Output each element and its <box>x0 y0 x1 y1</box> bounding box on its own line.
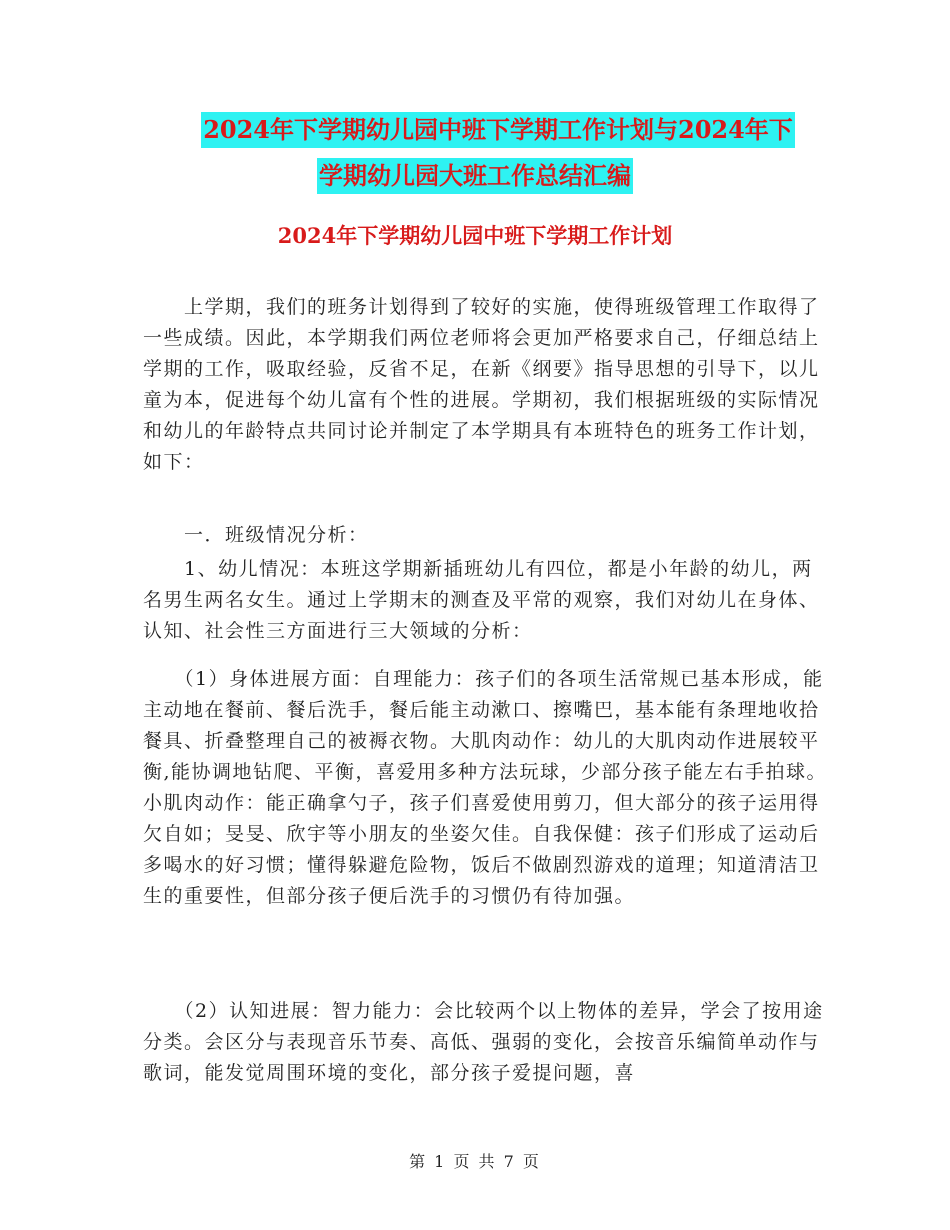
title-line-2: 学期幼儿园大班工作总结汇编 <box>317 158 633 194</box>
page-footer: 第 1 页 共 7 页 <box>409 1152 541 1171</box>
paragraph-physical-development: （1）身体进展方面：自理能力：孩子们的各项生活常规已基本形成，能主动地在餐前、餐后洗手，餐后能主动漱口、擦嘴巴，基本能有条理地收拾餐具、折叠整理自己的被褥衣物。大肌肉动作：幼儿的大肌肉动作进展较平衡,能协调地钻爬、平衡，喜爱用多种方法玩球，少部分孩子能左右手拍球。小肌肉动作：能正确拿勺子，孩子们喜爱使用剪刀，但大部分的孩子运用得欠自如；旻旻、欣宇等小朋友的坐姿欠佳。自我保健：孩子们形成了运动后多喝水的好习惯；懂得躲避危险物，饭后不做剧烈游戏的道理；知道清洁卫生的重要性，但部分孩子便后洗手的习惯仍有待加强。 <box>143 668 828 907</box>
paragraph-cognitive-development: （2）认知进展：智力能力：会比较两个以上物体的差异，学会了按用途分类。会区分与表现音乐节奏、高低、强弱的变化，会按音乐编简单动作与歌词，能发觉周围环境的变化，部分孩子爱提问题，喜 <box>143 1000 824 1084</box>
document-title <box>0 112 950 194</box>
paragraph-intro: 上学期，我们的班务计划得到了较好的实施，使得班级管理工作取得了一些成绩。因此，本学期我们两位老师将会更加严格要求自己，仔细总结上学期的工作，吸取经验，反省不足，在新《纲要》指导思想的引导下，以儿童为本，促进每个幼儿富有个性的进展。学期初，我们根据班级的实际情况和幼儿的年龄特点共同讨论并制定了本学期具有本班特色的班务工作计划，如下： <box>143 296 820 473</box>
paragraph-class-analysis-heading: 一．班级情况分析： <box>143 524 369 546</box>
section-heading: 2024年下学期幼儿园中班下学期工作计划 <box>277 223 673 248</box>
paragraph-children-situation: 1、幼儿情况：本班这学期新插班幼儿有四位，都是小年龄的幼儿，两名男生两名女生。通过上学期末的测查及平常的观察，我们对幼儿在身体、认知、社会性三方面进行三大领域的分析： <box>143 558 820 642</box>
title-line-1: 2024年下学期幼儿园中班下学期工作计划与2024年下 <box>201 112 795 148</box>
